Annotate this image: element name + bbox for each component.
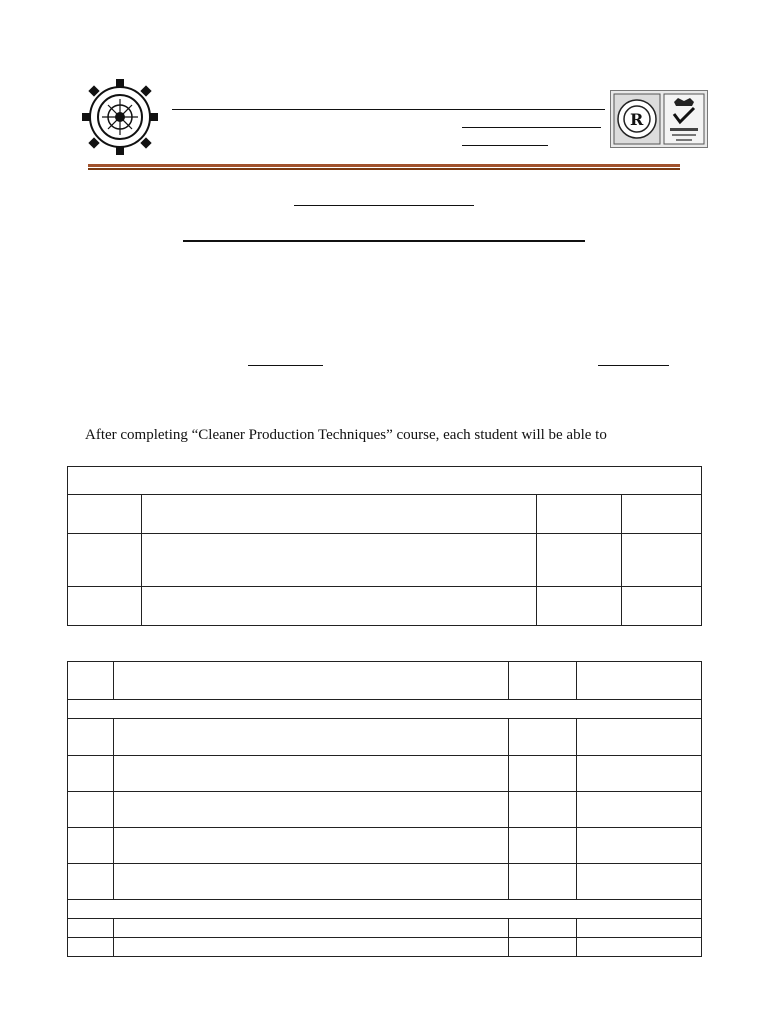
table-cell bbox=[142, 495, 537, 534]
table-cell bbox=[114, 864, 509, 900]
outcomes-table bbox=[67, 466, 702, 626]
table-cell bbox=[68, 719, 114, 756]
table-cell bbox=[68, 756, 114, 792]
table-row bbox=[68, 534, 702, 587]
header-divider-band-dark bbox=[88, 168, 680, 170]
table-cell bbox=[622, 495, 702, 534]
table-cell bbox=[142, 534, 537, 587]
table-row bbox=[68, 792, 702, 828]
table-cell bbox=[509, 719, 577, 756]
course-subtitle-rule bbox=[183, 240, 585, 242]
table-cell bbox=[68, 828, 114, 864]
table-cell bbox=[509, 864, 577, 900]
info-field-rule-left bbox=[248, 365, 323, 366]
topics-table-header-row bbox=[68, 662, 702, 700]
table-cell bbox=[68, 534, 142, 587]
header-code-rule bbox=[462, 145, 548, 146]
topics-table-section-row bbox=[68, 700, 702, 719]
outcomes-table-caption-cell bbox=[68, 467, 702, 495]
outcomes-table-caption-row bbox=[68, 467, 702, 495]
table-cell bbox=[68, 495, 142, 534]
table-cell bbox=[114, 719, 509, 756]
table-cell bbox=[114, 662, 509, 700]
table-cell bbox=[509, 792, 577, 828]
table-cell bbox=[509, 662, 577, 700]
table-cell bbox=[68, 662, 114, 700]
table-cell bbox=[577, 719, 702, 756]
table-cell bbox=[577, 864, 702, 900]
info-field-rule-right bbox=[598, 365, 669, 366]
table-cell bbox=[114, 828, 509, 864]
table-cell bbox=[577, 919, 702, 938]
table-cell bbox=[509, 919, 577, 938]
registered-quality-mark-icon bbox=[614, 94, 660, 144]
table-cell bbox=[622, 534, 702, 587]
table-row bbox=[68, 919, 702, 938]
table-cell bbox=[622, 587, 702, 626]
table-cell bbox=[537, 587, 622, 626]
table-cell bbox=[68, 938, 114, 957]
topics-table bbox=[67, 661, 702, 957]
table-cell bbox=[68, 919, 114, 938]
table-cell bbox=[114, 919, 509, 938]
table-cell bbox=[537, 534, 622, 587]
university-seal-icon bbox=[80, 76, 160, 158]
table-cell bbox=[114, 756, 509, 792]
table-cell bbox=[577, 756, 702, 792]
table-cell bbox=[577, 792, 702, 828]
table-cell bbox=[509, 938, 577, 957]
table-cell bbox=[114, 792, 509, 828]
header-subtitle-rule bbox=[462, 127, 601, 128]
section-cell bbox=[68, 900, 702, 919]
table-cell bbox=[114, 938, 509, 957]
table-cell bbox=[509, 828, 577, 864]
table-cell bbox=[142, 587, 537, 626]
table-row bbox=[68, 864, 702, 900]
table-cell bbox=[68, 792, 114, 828]
table-cell bbox=[577, 938, 702, 957]
course-title-rule bbox=[294, 205, 474, 206]
table-cell bbox=[537, 495, 622, 534]
table-row bbox=[68, 938, 702, 957]
table-row bbox=[68, 587, 702, 626]
table-cell bbox=[577, 828, 702, 864]
intro-statement: After completing “Cleaner Production Techniques” course, each student will be able to bbox=[85, 427, 607, 443]
topics-table-section-row bbox=[68, 900, 702, 919]
table-row bbox=[68, 719, 702, 756]
table-cell bbox=[509, 756, 577, 792]
section-cell bbox=[68, 700, 702, 719]
header-title-rule bbox=[172, 109, 605, 110]
table-cell bbox=[577, 662, 702, 700]
certification-logos bbox=[610, 90, 708, 148]
table-row bbox=[68, 828, 702, 864]
svg-text:R: R bbox=[630, 110, 644, 129]
table-row bbox=[68, 756, 702, 792]
ukas-crown-check-icon bbox=[664, 94, 704, 144]
table-cell bbox=[68, 587, 142, 626]
header-divider-band bbox=[88, 164, 680, 167]
outcomes-table-header-row bbox=[68, 495, 702, 534]
table-cell bbox=[68, 864, 114, 900]
